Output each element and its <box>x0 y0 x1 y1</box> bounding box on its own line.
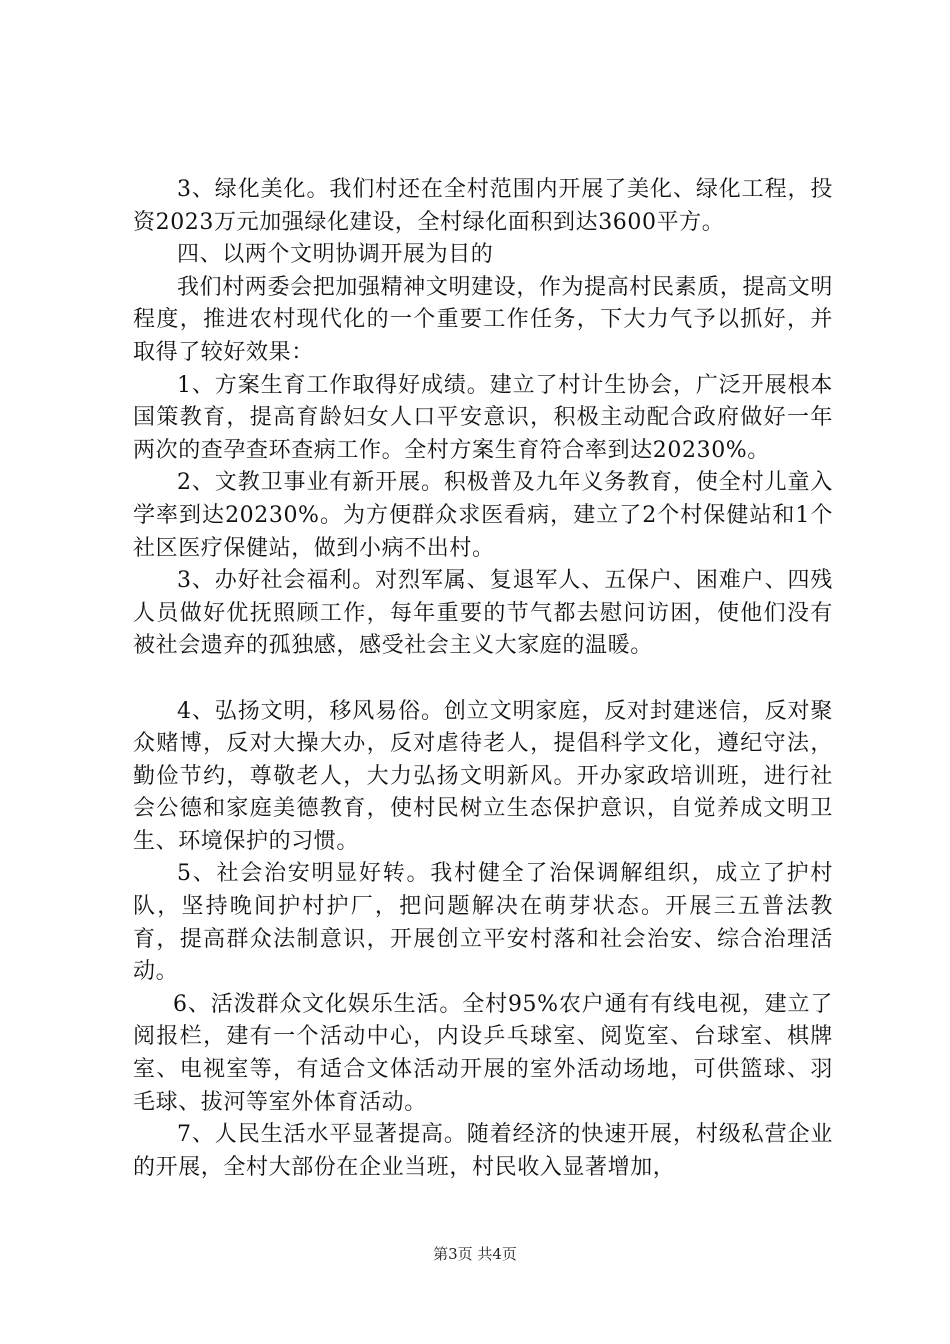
paragraph-spacer <box>133 663 833 696</box>
paragraph-intro-spiritual-civilization: 我们村两委会把加强精神文明建设，作为提高村民素质，提高文明程度，推进农村现代化的一个重要工作任务，下大力气予以抓好，并取得了较好效果： <box>133 274 833 365</box>
paragraph-education-health: 2、文教卫事业有新开展。积极普及九年义务教育，使全村儿童入学率到达20230%。为方便群众求医看病，建立了2个村保健站和1个社区医疗保健站，做到小病不出村。 <box>133 470 833 561</box>
paragraph-greening: 3、绿化美化。我们村还在全村范围内开展了美化、绿化工程，投资2023万元加强绿化建设，全村绿化面积到达3600平方。 <box>133 177 833 235</box>
page-number-footer: 第3页 共4页 <box>433 1245 517 1263</box>
paragraph-family-planning: 1、方案生育工作取得好成绩。建立了村计生协会，广泛开展根本国策教育，提高育龄妇女人口平安意识，积极主动配合政府做好一年两次的查孕查环查病工作。全村方案生育符合率到达20230%。 <box>133 372 833 463</box>
paragraph-social-welfare: 3、办好社会福利。对烈军属、复退军人、五保户、困难户、四残人员做好优抚照顾工作，每年重要的节气都去慰问访困，使他们没有被社会遗弃的孤独感，感受社会主义大家庭的温暖。 <box>133 568 833 659</box>
paragraph-living-standards: 7、人民生活水平显著提高。随着经济的快速开展，村级私营企业的开展，全村大部份在企业当班，村民收入显著增加， <box>133 1122 833 1180</box>
paragraph-customs-reform: 4、弘扬文明，移风易俗。创立文明家庭，反对封建迷信，反对聚众赌博，反对大操大办，反对虐待老人，提倡科学文化，遵纪守法，勤俭节约，尊敬老人，大力弘扬文明新风。开办家政培训班，进行社会公德和家庭美德教育，使村民树立生态保护意识，自觉养成文明卫生、环境保护的习惯。 <box>133 698 833 854</box>
paragraph-cultural-life: 6、活泼群众文化娱乐生活。全村95%农户通有有线电视，建立了阅报栏，建有一个活动中心，内设乒乓球室、阅览室、台球室、棋牌室、电视室等，有适合文体活动开展的室外活动场地，可供篮球、羽毛球、拔河等室外体育活动。 <box>133 991 833 1115</box>
paragraph-public-security: 5、社会治安明显好转。我村健全了治保调解组织，成立了护村队，坚持晚间护村护厂，把问题解决在萌芽状态。开展三五普法教育，提高群众法制意识，开展创立平安村落和社会治安、综合治理活动。 <box>133 861 833 985</box>
section-heading-two-civilizations: 四、以两个文明协调开展为目的 <box>177 242 494 268</box>
document-body <box>133 174 833 1184</box>
